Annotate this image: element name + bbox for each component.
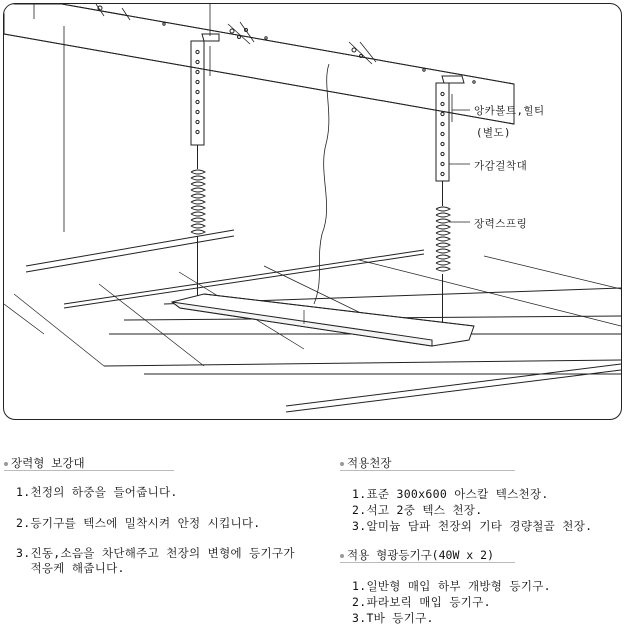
ceiling-section-title: [340, 455, 391, 471]
reinforcement-divider: [4, 470, 174, 471]
concrete-slab: [4, 4, 514, 124]
tension-spring-label: 장력스프링: [474, 218, 528, 230]
fixture-section-title: [340, 547, 494, 563]
hanger-bracket-label: 가감걸착대: [474, 160, 528, 172]
fixture-item-1: 1.일반형 매입 하부 개방형 등기구.: [352, 579, 551, 593]
reinforcement-item-1: 1.천정의 하중을 들어줍니다.: [16, 485, 178, 499]
reinforcement-section-title: [4, 455, 85, 471]
ceiling-divider: [340, 470, 515, 471]
fixture-title-text: 적용 형광등기구(40W x 2): [347, 548, 494, 562]
ceiling-title-text: 적용천장: [347, 456, 392, 470]
fluorescent-fixture: [172, 294, 474, 346]
fixture-divider: [340, 562, 515, 563]
reinforcement-title-text: 장력형 보강대: [11, 456, 85, 470]
reinforcement-item-3-cont: 적응케 해줍니다.: [16, 561, 125, 575]
separate-note-label: (별도): [476, 127, 511, 139]
ceiling-item-1: 1.표준 300x600 아스칼 텍스천장.: [352, 487, 549, 501]
cutaway-edge: [314, 64, 329, 304]
reinforcement-item-2: 2.등기구를 텍스에 밀착시켜 안정 시킵니다.: [16, 516, 261, 530]
diagram-frame: [3, 3, 622, 420]
reinforcement-item-3: 3.진동,소음을 차단해주고 천장의 변형에 등기구가: [16, 546, 295, 560]
anchor-bolt-label: 앙카볼트,힐티: [474, 105, 545, 117]
fixture-item-2: 2.파라보릭 매입 등기구.: [352, 595, 491, 609]
ceiling-item-3: 3.알미늄 담파 천장외 기타 경량철골 천장.: [352, 519, 593, 533]
fixture-item-3: 3.T바 등기구.: [352, 611, 434, 625]
ceiling-install-diagram: [4, 4, 621, 419]
bullet-dot: [340, 462, 344, 466]
bullet-dot: [340, 554, 344, 558]
ceiling-item-2: 2.석고 2중 텍스 천장.: [352, 503, 483, 517]
right-hanger-assembly: [436, 76, 464, 341]
callout-leaders: [449, 110, 470, 222]
bullet-dot: [4, 462, 8, 466]
